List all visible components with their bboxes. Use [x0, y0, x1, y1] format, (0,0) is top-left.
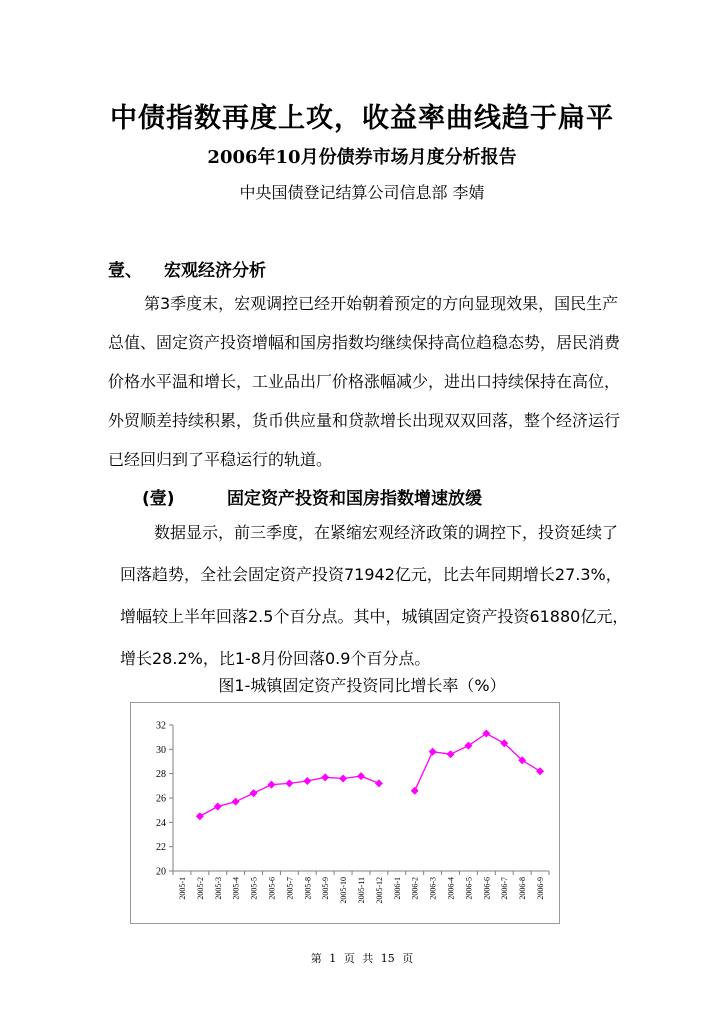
subsection-title: 固定资产投资和国房指数增速放缓	[227, 489, 482, 509]
x-tick-label: 2005-11	[357, 877, 366, 904]
y-tick-label: 26	[156, 793, 166, 805]
x-tick-label: 2006-1	[392, 877, 402, 900]
data-point	[303, 777, 311, 785]
x-tick-label: 2005-4	[231, 877, 241, 900]
document-subtitle: 2006年10月份债券市场月度分析报告	[207, 147, 517, 168]
y-tick-label: 32	[156, 720, 166, 732]
subsection-heading-1	[142, 484, 482, 509]
x-tick-label: 2006-8	[518, 877, 528, 900]
data-point	[196, 812, 204, 820]
chart-svg	[131, 703, 559, 923]
data-point	[267, 781, 275, 789]
data-point	[214, 803, 222, 811]
investment-growth-chart	[130, 702, 560, 924]
data-point	[357, 772, 365, 780]
data-point	[375, 779, 383, 787]
document-author: 中央国债登记结算公司信息部 李婧	[239, 183, 485, 202]
x-tick-label: 2005-6	[267, 877, 277, 900]
data-point	[482, 730, 490, 738]
x-tick-label: 2005-12	[374, 877, 384, 904]
y-tick-label: 28	[156, 769, 166, 781]
x-tick-label: 2005-2	[195, 877, 205, 900]
x-tick-label: 2006-7	[500, 877, 510, 900]
page-footer: 第 1 页 共 15 页	[310, 952, 414, 965]
data-point	[429, 748, 437, 756]
y-tick-label: 30	[156, 744, 166, 756]
x-tick-label: 2006-9	[536, 877, 546, 900]
y-tick-label: 20	[156, 866, 166, 878]
paragraph-fixed-asset-investment: 数据显示，前三季度，在紧缩宏观经济政策的调控下，投资延续了回落趋势，全社会固定资产投资71942亿元，比去年同期增长27.3%，增幅较上半年回落2.5个百分点。其中，城镇固定资产投资61880亿元，增长28.2%，比1-8月份回落0.9个百分点。	[120, 523, 629, 668]
x-tick-label: 2006-5	[464, 877, 474, 900]
x-tick-label: 2005-10	[339, 877, 349, 904]
data-point	[536, 767, 544, 775]
x-tick-label: 2005-7	[285, 877, 295, 900]
data-point	[411, 787, 419, 795]
x-tick-label: 2005-3	[213, 877, 223, 900]
paragraph-macro-analysis: 第3季度末，宏观调控已经开始朝着预定的方向显现效果，国民生产总值、固定资产投资增幅和国房指数均继续保持高位趋稳态势，居民消费价格水平温和增长，工业品出厂价格涨幅减少，进出口持续保持在高位，外贸顺差持续积累，货币供应量和贷款增长出现双双回落，整个经济运行已经回归到了平稳运行的轨道。	[108, 294, 621, 469]
data-point	[321, 773, 329, 781]
data-point	[464, 742, 472, 750]
x-tick-label: 2006-4	[446, 877, 456, 900]
x-tick-label: 2006-3	[428, 877, 438, 900]
y-tick-label: 22	[156, 842, 166, 854]
subsection-number: (壹)	[142, 489, 175, 509]
data-point	[339, 775, 347, 783]
data-point	[447, 750, 455, 758]
x-tick-label: 2006-2	[410, 877, 420, 900]
section-number: 壹、	[108, 261, 142, 281]
data-point	[285, 779, 293, 787]
y-tick-label: 24	[156, 817, 166, 829]
x-tick-label: 2005-1	[177, 877, 187, 900]
data-point	[232, 798, 240, 806]
x-tick-label: 2005-5	[249, 877, 259, 900]
section-title: 宏观经济分析	[164, 261, 266, 281]
data-point	[250, 789, 258, 797]
figure-caption: 图1-城镇固定资产投资同比增长率（%）	[218, 676, 506, 695]
section-heading-1	[108, 256, 266, 281]
x-tick-label: 2005-9	[321, 877, 331, 900]
x-tick-label: 2005-8	[303, 877, 313, 900]
document-title: 中债指数再度上攻，收益率曲线趋于扁平	[110, 103, 614, 134]
x-tick-label: 2006-6	[482, 877, 492, 900]
